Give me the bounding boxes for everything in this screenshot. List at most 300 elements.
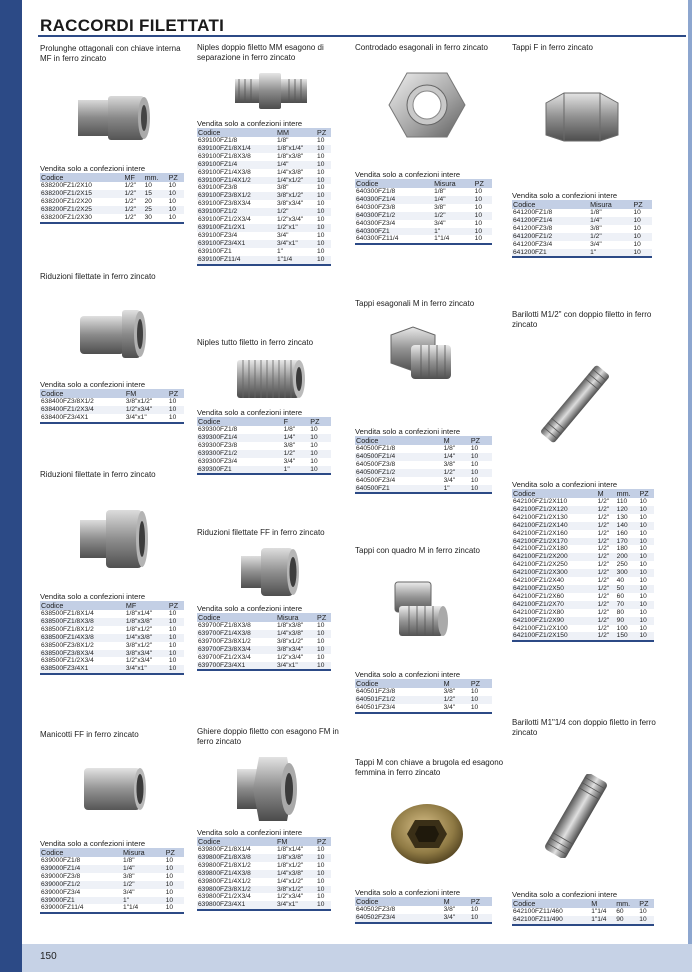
table-row bbox=[40, 642, 184, 650]
table-cell: 10 bbox=[168, 650, 184, 658]
table-cell: 1/4"x3/8" bbox=[276, 870, 316, 878]
table-row bbox=[197, 862, 331, 870]
table-cell: 642100FZ1/2X180 bbox=[513, 545, 568, 553]
table-row bbox=[512, 593, 654, 601]
table-cell: 10 bbox=[165, 865, 184, 873]
table-cell: 3/8"x1/2" bbox=[276, 192, 316, 200]
table-cell: 70 bbox=[616, 601, 639, 609]
table-cell: 200 bbox=[616, 553, 639, 561]
table-cell: 10 bbox=[310, 457, 318, 465]
table-row bbox=[512, 514, 654, 522]
table-cell: 1/2" bbox=[597, 498, 610, 505]
table-cell: 640300FZ1/4 bbox=[355, 196, 433, 204]
table-cell: 642100FZ11/460 bbox=[513, 908, 563, 915]
table-row bbox=[512, 233, 652, 241]
extension-fitting-icon bbox=[74, 88, 154, 153]
table-cell: 639800FZ1/2X3/4 bbox=[198, 893, 251, 901]
socket-plug-icon bbox=[387, 796, 467, 873]
table-cell: 642100FZ1/2X90 bbox=[512, 617, 597, 625]
table-row bbox=[40, 406, 184, 414]
table-cell: 642100FZ1/2X120 bbox=[512, 506, 597, 514]
column-header: Codice bbox=[197, 128, 276, 137]
table-cell: 638200FZ1/2X25 bbox=[40, 206, 123, 214]
table-cell: 10 bbox=[317, 861, 325, 869]
table-cell: 1/2"x3/4" bbox=[276, 216, 304, 224]
table-cell: 10 bbox=[144, 182, 152, 189]
table-header-row bbox=[512, 200, 652, 209]
table-cell: 1/8"x1/4" bbox=[276, 846, 304, 853]
table-row bbox=[197, 216, 331, 224]
hex-plug-icon bbox=[385, 323, 461, 404]
table-row bbox=[512, 217, 652, 225]
table-cell: 1/2" bbox=[433, 212, 474, 220]
table-cell: 1/8" bbox=[123, 857, 135, 864]
table-cell: 10 bbox=[632, 233, 652, 241]
table-cell: 1/2"x3/4" bbox=[125, 406, 168, 414]
table-cell: 1/2" bbox=[276, 208, 316, 216]
table-cell: 1/4"x1/2" bbox=[276, 877, 304, 885]
column-header: M bbox=[443, 436, 470, 445]
table-cell: 1/2" bbox=[597, 592, 610, 600]
table-cell: 10 bbox=[168, 182, 176, 189]
table-cell: 638200FZ1/2X30 bbox=[41, 213, 92, 221]
table-row bbox=[197, 870, 331, 878]
table-row bbox=[512, 577, 654, 585]
column-header: PZ bbox=[168, 173, 184, 182]
table-row bbox=[197, 901, 331, 910]
product-table bbox=[355, 679, 492, 714]
table-cell: 10 bbox=[309, 466, 331, 475]
table-cell: 1/8"x1/4" bbox=[276, 145, 316, 153]
table-cell: 1" bbox=[589, 249, 632, 258]
table-cell: 640501FZ3/4 bbox=[356, 703, 396, 711]
table-cell: 1/8"x3/8" bbox=[125, 618, 168, 626]
table-cell: 639000FZ1/2 bbox=[40, 881, 122, 889]
table-caption: Vendita solo a confezioni intere bbox=[197, 604, 303, 613]
table-cell: 120 bbox=[616, 506, 639, 514]
table-cell: 10 bbox=[470, 914, 492, 923]
table-row bbox=[40, 398, 184, 406]
column-header: PZ bbox=[632, 200, 652, 209]
sidebar-band bbox=[0, 0, 22, 972]
table-cell: 1/2"x3/4" bbox=[125, 657, 153, 665]
table-cell: 3/8"x3/4" bbox=[125, 650, 168, 658]
table-cell: 1/2" bbox=[443, 469, 470, 477]
table-cell: 10 bbox=[168, 625, 177, 633]
table-cell: 10 bbox=[317, 216, 325, 224]
table-row bbox=[40, 618, 184, 626]
table-cell: 1"1/4 bbox=[434, 235, 450, 243]
table-cell: 639000FZ1 bbox=[40, 897, 122, 905]
table-cell: 638200FZ1/2X15 bbox=[40, 190, 123, 198]
table-cell: 10 bbox=[165, 857, 174, 864]
column-header: Codice bbox=[355, 897, 443, 906]
table-cell: 639100FZ1 bbox=[198, 247, 232, 255]
table-cell: 10 bbox=[168, 634, 184, 642]
product-description: Tappi F in ferro zincato bbox=[512, 43, 593, 52]
table-cell: 638500FZ1/4X3/8 bbox=[40, 634, 125, 642]
table-cell: 10 bbox=[470, 460, 479, 468]
column-header: PZ bbox=[470, 679, 492, 688]
table-cell: 641200FZ3/8 bbox=[513, 224, 553, 232]
table-cell: 10 bbox=[317, 653, 325, 661]
table-cell: 1/8"x3/8" bbox=[276, 854, 316, 862]
table-cell: 150 bbox=[616, 632, 639, 641]
table-cell: 1/4"x3/8" bbox=[276, 630, 316, 638]
table-cell: 641200FZ3/4 bbox=[513, 240, 553, 248]
table-row bbox=[197, 184, 331, 192]
table-cell: 638400FZ3/8X1/2 bbox=[41, 398, 94, 405]
table-cell: 40 bbox=[616, 577, 625, 585]
table-cell: 1/8"x3/8" bbox=[276, 622, 304, 629]
table-row bbox=[197, 137, 331, 145]
table-cell: 642100FZ1/2X110 bbox=[513, 498, 568, 505]
table-row bbox=[197, 248, 331, 256]
table-cell: 3/8" bbox=[443, 906, 456, 913]
table-cell: 639100FZ1/4X3/8 bbox=[198, 168, 251, 176]
table-cell: 10 bbox=[317, 168, 325, 176]
table-cell: 639000FZ1/8 bbox=[41, 857, 81, 864]
table-header-row bbox=[197, 837, 331, 846]
table-cell: 642100FZ1/2X100 bbox=[513, 624, 568, 632]
product-description: Niples tutto filetto in ferro zincato bbox=[197, 338, 314, 347]
table-cell: 15 bbox=[144, 190, 168, 198]
table-row bbox=[512, 609, 654, 617]
table-cell: 1/8"x3/8" bbox=[276, 152, 304, 160]
table-row bbox=[355, 188, 492, 196]
table-cell: 639800FZ1/8X1/4 bbox=[198, 846, 251, 853]
table-cell: 1/2" bbox=[597, 617, 616, 625]
table-row bbox=[355, 906, 492, 914]
table-cell: 1/2" bbox=[597, 513, 610, 521]
table-cell: 1/4" bbox=[276, 161, 316, 169]
table-cell: 10 bbox=[168, 206, 184, 214]
table-cell: 10 bbox=[316, 208, 331, 216]
table-row bbox=[512, 538, 654, 546]
table-cell: 642100FZ1/2X250 bbox=[513, 561, 568, 569]
table-cell: 3/4" bbox=[123, 888, 135, 896]
table-row bbox=[40, 214, 184, 223]
footer-band bbox=[22, 944, 692, 972]
table-cell: 1/2" bbox=[589, 233, 632, 241]
table-cell: 639000FZ1/4 bbox=[40, 865, 122, 873]
table-caption: Vendita solo a confezioni intere bbox=[355, 170, 461, 179]
table-caption: Vendita solo a confezioni intere bbox=[40, 839, 146, 848]
table-cell: 639100FZ1/2 bbox=[197, 208, 276, 216]
table-row bbox=[40, 182, 184, 190]
product-table bbox=[355, 179, 492, 245]
table-row bbox=[40, 881, 184, 889]
table-cell: 10 bbox=[638, 632, 654, 641]
table-row bbox=[355, 220, 492, 228]
table-cell: 638200FZ1/2X10 bbox=[41, 182, 92, 189]
table-cell: 638500FZ3/8X3/4 bbox=[40, 650, 125, 658]
column-header: PZ bbox=[316, 128, 331, 137]
column-header: Misura bbox=[276, 613, 316, 622]
table-cell: 639800FZ3/8X1/2 bbox=[197, 886, 276, 894]
table-cell: 1/2" bbox=[443, 696, 470, 704]
table-cell: 642100FZ1/2X40 bbox=[513, 577, 564, 585]
table-cell: 90 bbox=[616, 617, 639, 625]
table-row bbox=[512, 632, 654, 641]
table-cell: 640502FZ3/4 bbox=[355, 914, 443, 923]
table-cell: 10 bbox=[639, 577, 647, 585]
table-cell: 10 bbox=[638, 538, 654, 546]
table-cell: 1/2" bbox=[597, 506, 616, 514]
table-row bbox=[512, 498, 654, 506]
table-row bbox=[197, 240, 331, 248]
table-cell: 638500FZ1/2X3/4 bbox=[41, 657, 94, 665]
table-cell: 1/8"x1/2" bbox=[125, 625, 153, 633]
table-cell: 10 bbox=[474, 235, 482, 243]
table-cell: 639100FZ3/8X3/4 bbox=[198, 200, 251, 208]
table-cell: 640501FZ1/2 bbox=[355, 696, 443, 704]
table-cell: 10 bbox=[632, 217, 652, 225]
table-cell: 1/4" bbox=[443, 453, 470, 461]
table-cell: 10 bbox=[316, 224, 331, 232]
table-cell: 80 bbox=[616, 608, 625, 616]
table-cell: 10 bbox=[168, 413, 177, 421]
table-row bbox=[197, 208, 331, 216]
product-table bbox=[40, 601, 184, 675]
table-cell: 3/8"x1/2" bbox=[276, 886, 316, 894]
table-cell: 639300FZ1 bbox=[197, 466, 283, 475]
table-cell: 3/8"x3/4" bbox=[276, 200, 304, 208]
table-row bbox=[512, 225, 652, 233]
column-header: Codice bbox=[355, 179, 433, 188]
table-header-row bbox=[355, 179, 492, 188]
table-cell: 10 bbox=[474, 188, 482, 195]
table-caption: Vendita solo a confezioni intere bbox=[512, 191, 618, 200]
table-cell: 1"1/4 bbox=[123, 904, 139, 912]
table-cell: 1/8"x1/4" bbox=[125, 610, 153, 617]
table-cell: 1/2" bbox=[122, 881, 165, 889]
table-cell: 10 bbox=[317, 622, 325, 629]
cap-icon bbox=[542, 89, 622, 150]
table-header-row bbox=[40, 173, 184, 182]
table-cell: 10 bbox=[638, 585, 654, 593]
table-row bbox=[40, 889, 184, 897]
column-header: PZ bbox=[474, 179, 492, 188]
barrel-nipple-icon bbox=[540, 364, 610, 449]
table-cell: 10 bbox=[639, 498, 647, 505]
table-cell: 10 bbox=[470, 476, 479, 484]
table-cell: 639800FZ1/4X1/2 bbox=[198, 877, 251, 885]
table-cell: 10 bbox=[316, 870, 331, 878]
table-cell: 639700FZ3/4X1 bbox=[197, 662, 276, 671]
threaded-nipple-icon bbox=[233, 354, 311, 409]
table-cell: 10 bbox=[470, 703, 479, 711]
page-title: RACCORDI FILETTATI bbox=[40, 16, 225, 35]
table-cell: 10 bbox=[168, 641, 177, 649]
table-row bbox=[197, 426, 331, 434]
table-cell: 250 bbox=[616, 561, 628, 569]
table-cell: 639100FZ1/4X1/2 bbox=[197, 177, 276, 185]
table-cell: 638200FZ1/2X20 bbox=[41, 197, 92, 205]
table-row bbox=[40, 206, 184, 214]
table-cell: 10 bbox=[470, 453, 492, 461]
table-cell: 10 bbox=[470, 485, 492, 494]
table-cell: 639300FZ1/4 bbox=[197, 434, 283, 442]
table-cell: 639300FZ1/2 bbox=[197, 450, 283, 458]
table-header-row bbox=[355, 897, 492, 906]
table-cell: 10 bbox=[316, 901, 331, 910]
column-header: M bbox=[590, 899, 615, 908]
table-cell: 180 bbox=[616, 545, 628, 553]
table-cell: 3/8"x3/4" bbox=[276, 646, 316, 654]
product-description: Riduzioni filettate in ferro zincato bbox=[40, 272, 156, 281]
table-caption: Vendita solo a confezioni intere bbox=[40, 592, 146, 601]
table-cell: 639700FZ1/4X3/8 bbox=[197, 630, 276, 638]
table-row bbox=[197, 622, 331, 630]
barrel-nipple-large-icon bbox=[538, 774, 614, 863]
table-cell: 3/8" bbox=[434, 203, 446, 211]
page-number: 150 bbox=[40, 951, 57, 962]
square-plug-icon bbox=[385, 576, 461, 651]
table-cell: 1/2"x1" bbox=[276, 224, 316, 232]
table-row bbox=[197, 145, 331, 153]
table-cell: 3/4"x1" bbox=[125, 413, 147, 421]
table-row bbox=[355, 235, 492, 244]
table-cell: 1/2" bbox=[597, 608, 610, 616]
table-cell: 10 bbox=[165, 897, 184, 905]
table-cell: 10 bbox=[639, 545, 647, 553]
table-cell: 639100FZ3/8 bbox=[198, 184, 238, 192]
table-row bbox=[197, 256, 331, 265]
table-cell: 25 bbox=[144, 206, 168, 214]
table-row bbox=[197, 200, 331, 208]
table-cell: 639100FZ1/2X3/4 bbox=[198, 216, 251, 224]
product-table bbox=[197, 128, 331, 266]
column-header: M bbox=[597, 489, 616, 498]
table-cell: 10 bbox=[168, 190, 184, 198]
product-table bbox=[197, 613, 331, 671]
table-cell: 1/2" bbox=[597, 569, 616, 577]
table-row bbox=[197, 662, 331, 671]
table-cell: 10 bbox=[317, 877, 325, 885]
table-header-row bbox=[512, 489, 654, 498]
table-row bbox=[40, 857, 184, 865]
table-cell: 1/4"x3/8" bbox=[276, 168, 304, 176]
title-divider bbox=[38, 35, 686, 37]
table-cell: 10 bbox=[168, 197, 176, 205]
table-cell: 639800FZ1/8X1/2 bbox=[198, 861, 251, 869]
table-cell: 642100FZ11/490 bbox=[512, 916, 590, 925]
table-cell: 10 bbox=[317, 893, 325, 901]
table-cell: 1/2" bbox=[597, 601, 616, 609]
table-cell: 60 bbox=[616, 592, 625, 600]
table-cell: 1/8" bbox=[434, 188, 446, 195]
product-table bbox=[197, 417, 331, 475]
table-row bbox=[512, 522, 654, 530]
table-cell: 638500FZ1/8X3/8 bbox=[40, 618, 125, 626]
table-cell: 3/4" bbox=[443, 703, 456, 711]
product-table bbox=[512, 200, 652, 258]
table-row bbox=[197, 224, 331, 232]
table-cell: 10 bbox=[317, 231, 325, 239]
column-header: Codice bbox=[40, 173, 123, 182]
table-cell: 639100FZ1/8 bbox=[198, 137, 238, 144]
table-cell: 10 bbox=[639, 592, 647, 600]
table-cell: 130 bbox=[616, 513, 628, 521]
table-row bbox=[512, 585, 654, 593]
table-cell: 10 bbox=[316, 854, 331, 862]
table-row bbox=[512, 569, 654, 577]
table-row bbox=[512, 553, 654, 561]
table-row bbox=[355, 204, 492, 212]
table-cell: 60 bbox=[616, 908, 624, 915]
table-row bbox=[40, 904, 184, 913]
table-cell: 1/2" bbox=[597, 561, 610, 569]
table-row bbox=[512, 916, 654, 925]
table-cell: 639300FZ3/4 bbox=[198, 457, 238, 465]
table-cell: 10 bbox=[632, 249, 652, 258]
table-cell: 1/2" bbox=[597, 624, 610, 632]
table-cell: 10 bbox=[310, 426, 318, 433]
table-cell: 1/4" bbox=[283, 434, 310, 442]
table-cell: 10 bbox=[470, 688, 479, 695]
product-description: Riduzioni filettate FF in ferro zincato bbox=[197, 528, 325, 537]
table-caption: Vendita solo a confezioni intere bbox=[355, 427, 461, 436]
table-cell: 1" bbox=[433, 228, 474, 236]
table-cell: 10 bbox=[474, 196, 492, 204]
table-cell: 10 bbox=[638, 569, 654, 577]
product-description: Manicotti FF in ferro zincato bbox=[40, 730, 139, 739]
table-cell: 3/4"x1" bbox=[276, 662, 316, 671]
column-header: PZ bbox=[309, 417, 331, 426]
table-cell: 642100FZ1/2X170 bbox=[512, 538, 597, 546]
table-row bbox=[197, 442, 331, 450]
table-cell: 639800FZ1/4X3/8 bbox=[197, 870, 276, 878]
table-cell: 3/4" bbox=[590, 240, 602, 248]
table-cell: 639000FZ3/8 bbox=[41, 872, 81, 880]
table-cell: 639700FZ1/2X3/4 bbox=[198, 653, 251, 661]
reducer-fm-icon bbox=[76, 504, 152, 579]
table-cell: 90 bbox=[615, 916, 638, 925]
table-cell: 642100FZ1/2X200 bbox=[512, 553, 597, 561]
table-cell: 10 bbox=[633, 224, 641, 232]
table-cell: 642100FZ1/2X60 bbox=[513, 592, 564, 600]
product-table bbox=[355, 897, 492, 924]
table-cell: 3/4" bbox=[443, 914, 470, 923]
table-cell: 10 bbox=[168, 618, 184, 626]
column-header: PZ bbox=[638, 489, 654, 498]
table-cell: 30 bbox=[144, 213, 152, 221]
product-description: Prolunghe ottagonali con chiave interna MF in ferro zincato bbox=[40, 44, 181, 63]
table-cell: 3/8" bbox=[443, 688, 456, 695]
table-cell: 640300FZ3/4 bbox=[356, 219, 396, 227]
table-cell: 10 bbox=[470, 469, 492, 477]
table-row bbox=[355, 914, 492, 923]
table-cell: 10 bbox=[639, 561, 647, 569]
table-row bbox=[512, 241, 652, 249]
table-cell: 642100FZ1/2X80 bbox=[513, 608, 564, 616]
table-cell: 170 bbox=[616, 538, 639, 546]
table-cell: 642100FZ1/2X140 bbox=[512, 522, 597, 530]
table-cell: 3/4" bbox=[283, 457, 296, 465]
table-row bbox=[355, 696, 492, 704]
table-cell: 3/4"x1" bbox=[125, 665, 168, 674]
table-cell: 1"1/4 bbox=[590, 916, 615, 925]
table-cell: 1/4" bbox=[122, 865, 165, 873]
product-table bbox=[40, 173, 184, 224]
table-cell: 10 bbox=[316, 646, 331, 654]
table-cell: 639000FZ3/4 bbox=[41, 888, 81, 896]
table-cell: 1/2"x3/4" bbox=[276, 653, 304, 661]
table-cell: 10 bbox=[639, 513, 647, 521]
table-cell: 50 bbox=[616, 585, 639, 593]
table-cell: 10 bbox=[168, 665, 184, 674]
